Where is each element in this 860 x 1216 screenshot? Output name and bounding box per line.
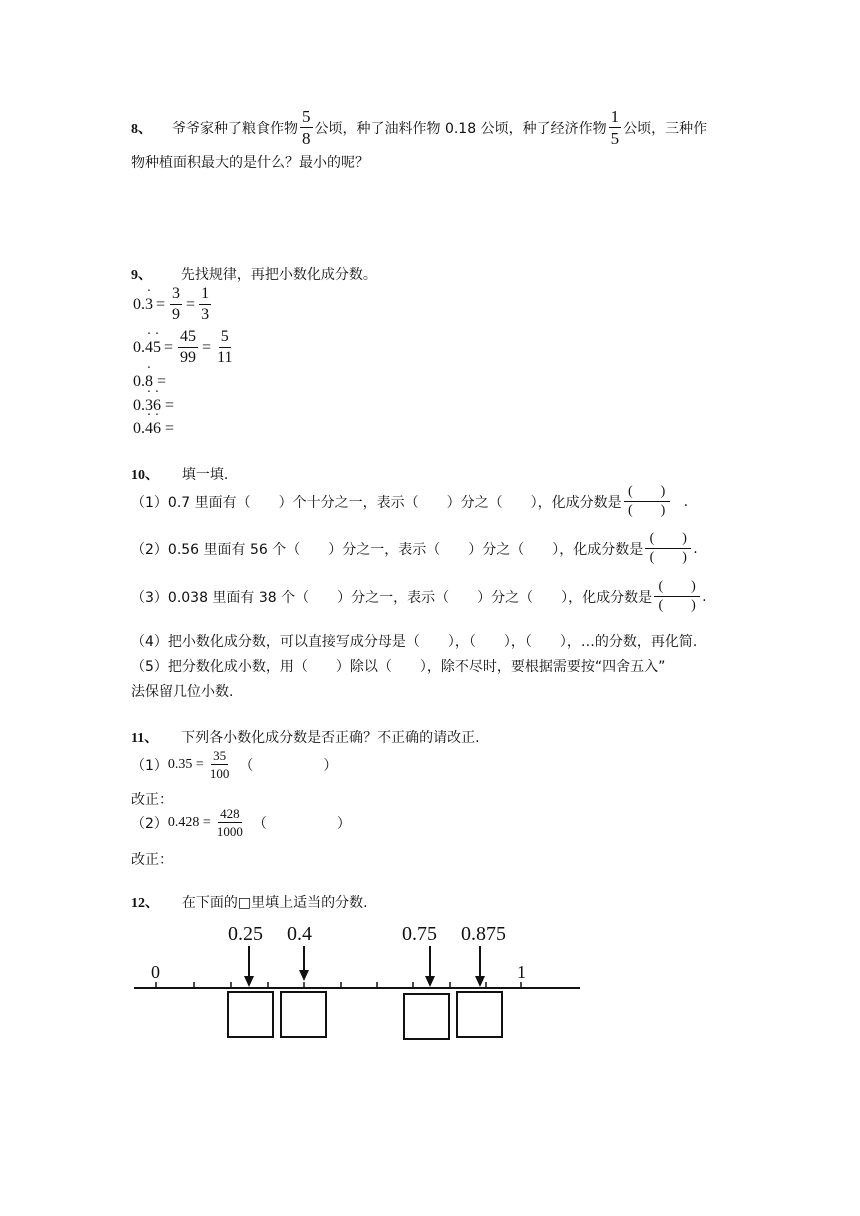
- q11-part-1: （1） 0.35 = $\frac{35}{100}$ （ ）: [131, 748, 338, 781]
- q9-number: 9、: [131, 268, 152, 283]
- q11-part-2: （2） 0.428 = $\frac{428}{1000}$ （ ）: [131, 806, 351, 839]
- arrowhead-0.75: [425, 976, 435, 987]
- q8-text-b: 公顷，种了油料作物 0.18 公顷，种了经济作物: [314, 120, 607, 137]
- q11-fix-2: 改正：: [131, 852, 173, 868]
- q10-number: 10、: [131, 468, 159, 483]
- answer-box-0.25[interactable]: [228, 992, 273, 1037]
- q9-example-4: 0.· 3· 6 =: [133, 397, 174, 415]
- q9-example-3: 0.· 8 =: [133, 373, 166, 391]
- q8-text-a: 爷爷家种了粮食作物: [172, 120, 298, 137]
- label-one: 1: [517, 962, 526, 982]
- q10-line-5: （5）把分数化成小数，用（ ）除以（ ），除不尽时，要根据需要按“四舍五入”: [131, 659, 666, 675]
- q12-number: 12、: [131, 896, 159, 911]
- q11-fix-1: 改正：: [131, 792, 173, 808]
- q8-text-c: 公顷，三种作: [623, 120, 708, 137]
- label-zero: 0: [151, 962, 160, 982]
- label-0.75: 0.75: [402, 923, 437, 945]
- q8-fraction-1: $\frac{5}{8}$: [302, 107, 311, 148]
- arrowhead-0.25: [244, 976, 254, 987]
- q8-number: 8、: [131, 121, 152, 137]
- q9-text: 先找规律，再把小数化成分数。: [180, 267, 377, 283]
- label-0.875: 0.875: [461, 923, 506, 945]
- label-0.25: 0.25: [228, 923, 263, 945]
- answer-box-0.4[interactable]: [281, 992, 326, 1037]
- label-0.4: 0.4: [287, 923, 312, 945]
- q10-blank-fraction-1[interactable]: $\frac{( )}{( )}$: [624, 485, 670, 518]
- q10-line-4: （4）把小数化成分数，可以直接写成分母是（ ），（ ），（ ），…的分数，再化简.: [131, 634, 698, 650]
- q11-text: 下列各小数化成分数是否正确？不正确的请改正.: [181, 730, 480, 746]
- answer-box-0.875[interactable]: [457, 992, 502, 1037]
- q8-line2: 物种植面积最大的是什么？最小的呢？: [131, 155, 369, 171]
- answer-box-0.75[interactable]: [404, 994, 449, 1039]
- arrowhead-0.4: [299, 970, 309, 981]
- q10-blank-fraction-3[interactable]: $\frac{( )}{( )}$: [654, 580, 700, 613]
- q9-example-2: 0. · 4 · 5 = $\frac{45}{99}$ = $\frac{5}{11}$: [133, 329, 236, 366]
- q11-number: 11、: [131, 731, 159, 746]
- q10-line-3: （3）0.038 里面有 38 个（ ）分之一，表示（ ）分之（ ），化成分数是 $\frac{( )}{( )}$ .: [131, 579, 707, 613]
- q9-example-5: 0.· 4· 6 =: [133, 420, 174, 438]
- q10-text: 填一填.: [181, 467, 229, 483]
- q10-blank-fraction-2[interactable]: $\frac{( )}{( )}$: [645, 532, 691, 565]
- arrowhead-0.875: [475, 976, 485, 987]
- q9-example-1: 0. · 3 = $\frac{3}{9}$ = $\frac{1}{3}$: [133, 286, 213, 323]
- q12-text: 在下面的□里填上适当的分数.: [181, 895, 368, 911]
- q10-line-2: （2）0.56 里面有 56 个（ ）分之一，表示（ ）分之（ ），化成分数是 $\frac{( )}{( )}$ .: [131, 531, 698, 565]
- q10-line-6: 法保留几位小数.: [131, 684, 234, 700]
- q10-line-1: （1）0.7 里面有（ ）个十分之一，表示（ ）分之（ ），化成分数是 $\frac{( )}{( )}$ .: [131, 484, 689, 518]
- q8-fraction-2: $\frac{1}{5}$: [610, 107, 620, 148]
